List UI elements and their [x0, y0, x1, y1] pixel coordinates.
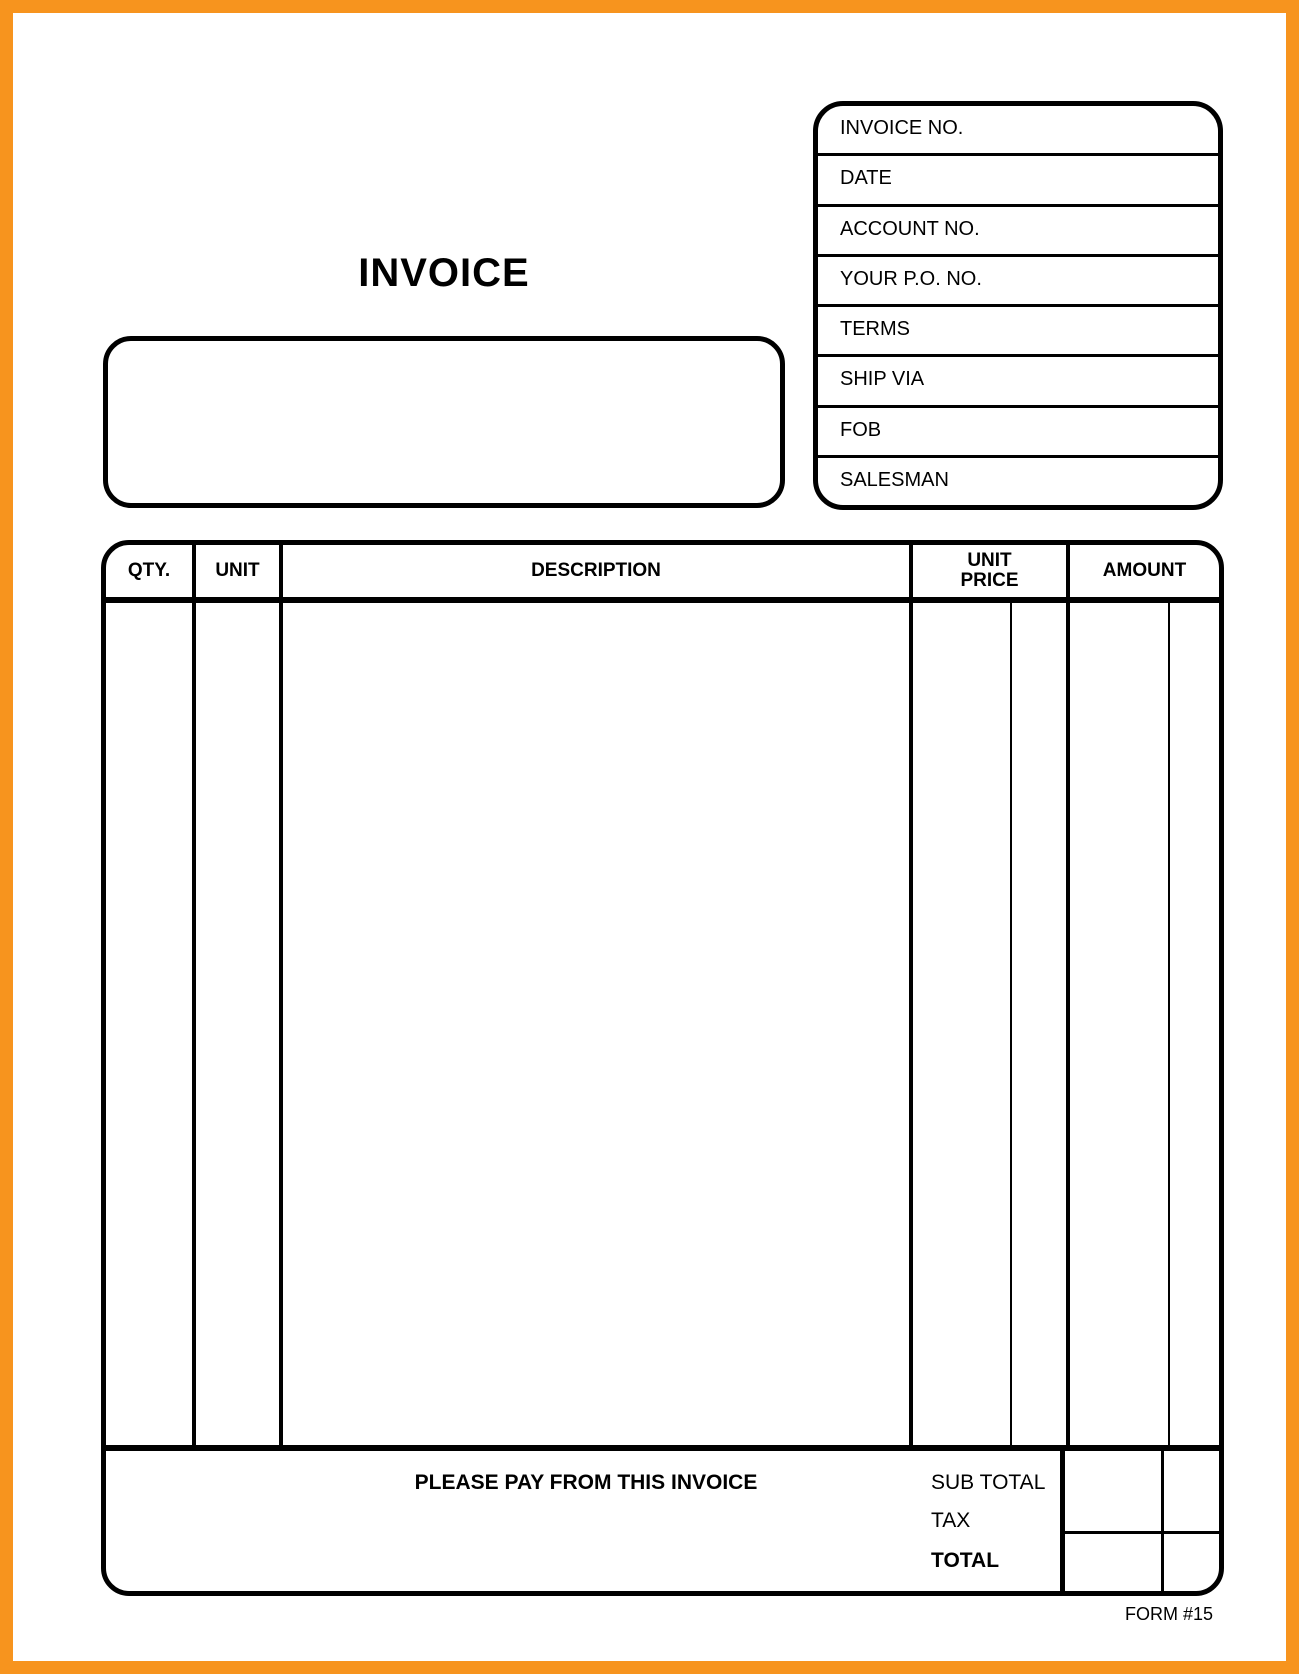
body-column-description[interactable]	[283, 603, 913, 1445]
info-row-terms[interactable]	[818, 307, 1218, 357]
column-header-description: DESCRIPTION	[283, 545, 913, 597]
totals-amount-cells	[1060, 1451, 1219, 1591]
amount-cents-divider	[1168, 603, 1170, 1445]
info-row-ship-via[interactable]	[818, 357, 1218, 407]
info-row-your-po-no[interactable]	[818, 257, 1218, 307]
total-amount-cell[interactable]	[1065, 1534, 1219, 1591]
body-column-unit-price[interactable]	[913, 603, 1070, 1445]
invoice-no-label: INVOICE NO.	[840, 117, 964, 139]
form-number: FORM #15	[1124, 1604, 1213, 1624]
date-label: DATE	[840, 167, 892, 190]
subtotal-tax-amount-cell[interactable]	[1065, 1451, 1219, 1531]
unit-price-cents-divider	[1010, 603, 1012, 1445]
info-row-invoice-no[interactable]	[818, 106, 1218, 156]
invoice-info-box	[813, 101, 1223, 510]
items-table-footer	[106, 1445, 1219, 1591]
body-column-amount[interactable]	[1070, 603, 1219, 1445]
salesman-label: SALESMAN	[840, 468, 949, 491]
info-row-salesman[interactable]	[818, 458, 1218, 505]
totals-labels	[931, 1451, 1061, 1591]
your-po-no-label: YOUR P.O. NO.	[840, 267, 982, 290]
info-row-fob[interactable]	[818, 408, 1218, 458]
tax-label: TAX	[931, 1509, 971, 1532]
items-table-body[interactable]	[106, 603, 1219, 1445]
unit-price-label: UNIT PRICE	[960, 550, 1019, 591]
info-row-date[interactable]	[818, 156, 1218, 206]
body-column-qty[interactable]	[106, 603, 196, 1445]
bill-to-address-box[interactable]	[103, 336, 785, 508]
terms-label: TERMS	[840, 318, 910, 340]
column-header-unit: UNIT	[196, 545, 283, 597]
items-table	[101, 540, 1224, 1596]
ship-via-label: SHIP VIA	[840, 368, 925, 391]
column-header-qty: QTY.	[106, 545, 196, 597]
subtotal-label: SUB TOTAL	[931, 1471, 1046, 1494]
fob-label: FOB	[840, 418, 882, 441]
column-header-unit-price	[913, 545, 1070, 597]
pay-notice: PLEASE PAY FROM THIS INVOICE	[414, 1471, 758, 1494]
page-title: INVOICE	[358, 251, 530, 295]
total-label: TOTAL	[931, 1549, 1000, 1572]
column-header-amount: AMOUNT	[1102, 560, 1187, 581]
items-table-header	[106, 545, 1219, 603]
body-column-unit[interactable]	[196, 603, 283, 1445]
info-row-account-no[interactable]	[818, 207, 1218, 257]
account-no-label: ACCOUNT NO.	[840, 217, 980, 240]
